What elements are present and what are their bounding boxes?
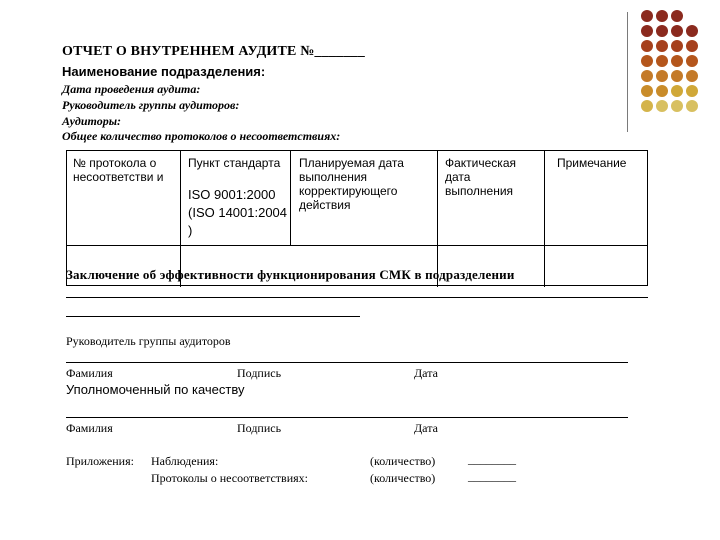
attachments-label: Приложения: bbox=[66, 454, 134, 468]
decor-dot bbox=[686, 85, 698, 97]
decor-dot bbox=[641, 100, 653, 112]
auditors-label: Аудиторы: bbox=[62, 114, 122, 128]
decor-dot bbox=[656, 25, 668, 37]
team-lead-signature-label: Руководитель группы аудиторов bbox=[66, 334, 231, 348]
decor-dot bbox=[656, 85, 668, 97]
decor-dot bbox=[686, 40, 698, 52]
decor-dot bbox=[686, 55, 698, 67]
observations-count-blank: ________ bbox=[468, 452, 516, 466]
nonconformity-table bbox=[66, 150, 648, 286]
observations-quantity: (количество) bbox=[370, 454, 436, 468]
decor-dot bbox=[671, 40, 683, 52]
signature-label: Подпись bbox=[237, 366, 282, 380]
decor-dot bbox=[671, 10, 683, 22]
standard-value: ISO 9001:2000 (ISO 14001:2004 ) bbox=[188, 187, 288, 238]
decor-dot bbox=[686, 70, 698, 82]
decor-dot bbox=[656, 70, 668, 82]
report-title: ОТЧЕТ О ВНУТРЕННЕМ АУДИТЕ №_______ bbox=[62, 44, 365, 59]
decor-dot bbox=[656, 40, 668, 52]
decor-dot bbox=[671, 85, 683, 97]
table-divider bbox=[544, 151, 545, 287]
decor-dot bbox=[686, 25, 698, 37]
signature-label: Подпись bbox=[237, 421, 282, 435]
decor-dot bbox=[671, 55, 683, 67]
header-protocol-no: № протокола о несоответстви и bbox=[73, 156, 164, 184]
decor-dot bbox=[641, 70, 653, 82]
decor-dot bbox=[671, 25, 683, 37]
decor-dot bbox=[641, 55, 653, 67]
decor-dot bbox=[641, 40, 653, 52]
surname-label: Фамилия bbox=[66, 421, 113, 435]
decor-dot bbox=[656, 100, 668, 112]
date-label: Дата bbox=[414, 366, 438, 380]
conclusion-line bbox=[66, 297, 648, 298]
decor-dot bbox=[686, 100, 698, 112]
total-protocols-label: Общее количество протоколов о несоответствиях: bbox=[62, 129, 341, 143]
team-lead-label: Руководитель группы аудиторов: bbox=[62, 98, 240, 112]
department-label: Наименование подразделения: bbox=[62, 64, 266, 79]
date-label: Дата bbox=[414, 421, 438, 435]
decor-dot bbox=[656, 55, 668, 67]
header-actual-date: Фактическая дата выполнения bbox=[445, 156, 516, 198]
decor-dot bbox=[641, 85, 653, 97]
conclusion-line bbox=[66, 316, 360, 317]
conclusion-label: Заключение об эффективности функционирования СМК в подразделении bbox=[66, 267, 515, 282]
surname-label: Фамилия bbox=[66, 366, 113, 380]
table-divider bbox=[290, 151, 291, 245]
decor-dot bbox=[641, 10, 653, 22]
header-standard-clause: Пункт стандарта bbox=[188, 156, 281, 170]
quality-rep-label: Уполномоченный по качеству bbox=[66, 382, 245, 397]
audit-date-label: Дата проведения аудита: bbox=[62, 82, 201, 96]
signature-line bbox=[66, 362, 628, 363]
decor-dot bbox=[656, 10, 668, 22]
protocols-count-blank: ________ bbox=[468, 469, 516, 483]
decor-dot bbox=[641, 25, 653, 37]
table-divider bbox=[67, 245, 647, 246]
signature-line bbox=[66, 417, 628, 418]
decor-dot bbox=[671, 100, 683, 112]
decorative-vertical-line bbox=[627, 12, 628, 132]
header-note: Примечание bbox=[557, 156, 627, 170]
decor-dot bbox=[671, 70, 683, 82]
header-planned-date: Планируемая дата выполнения корректирующего действия bbox=[299, 156, 404, 212]
protocols-label: Протоколы о несоответствиях: bbox=[151, 471, 308, 485]
observations-label: Наблюдения: bbox=[151, 454, 219, 468]
protocols-quantity: (количество) bbox=[370, 471, 436, 485]
